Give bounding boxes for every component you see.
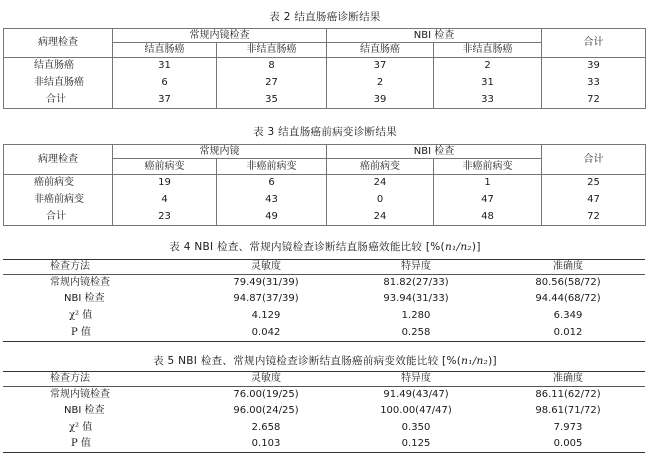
table5-precancerous-efficacy-comparison: [3, 371, 645, 453]
table-cell: 4.129: [251, 309, 281, 321]
table3-subheader: 非癌前病变: [434, 159, 542, 175]
table3-row-header: 病理检查: [4, 145, 113, 175]
table-cell: 47: [434, 192, 542, 209]
table-row: [4, 92, 646, 109]
table-cell: 33: [542, 75, 646, 92]
table-cell: 86.11(62/72): [535, 388, 601, 400]
table2-row-label: 结直肠癌: [4, 58, 113, 75]
table3-caption: 表 3 结直肠癌前病变诊断结果: [253, 126, 397, 138]
table-cell: 2: [327, 75, 434, 92]
table2-group-conventional: 常规内镜检查: [113, 29, 327, 43]
table-cell: 93.94(31/33): [383, 292, 449, 304]
table2-total-header: 合计: [542, 29, 646, 58]
table-cell: 1: [434, 175, 542, 192]
table4-cancer-efficacy-comparison: [3, 259, 645, 342]
table5-row-label: χ² 值: [69, 421, 93, 433]
table-cell: 80.56(58/72): [535, 276, 601, 288]
table-cell: 94.44(68/72): [535, 292, 601, 304]
table2-colorectal-cancer-diagnosis: [3, 28, 646, 109]
table2-group-nbi: NBI 检查: [327, 29, 542, 43]
table4-header-specificity: 特异度: [341, 260, 491, 275]
table4-caption-ratio: n₁/n₂: [444, 241, 472, 253]
table-row: [4, 75, 646, 92]
table2-subheader: 非结直肠癌: [217, 43, 327, 58]
table-row: [3, 387, 645, 403]
table-row: [3, 291, 645, 307]
table5-caption-end: )]: [488, 355, 497, 367]
table5-header-sensitivity: 灵敏度: [191, 372, 341, 387]
table4-row-label: NBI 检查: [64, 292, 105, 304]
table-cell: 6: [217, 175, 327, 192]
table-cell: 0.125: [401, 438, 431, 450]
table-cell: 31: [113, 58, 217, 75]
table3-subheader: 非癌前病变: [217, 159, 327, 175]
table-row: [3, 325, 645, 342]
table-cell: 33: [434, 92, 542, 109]
table4-row-label: P 值: [71, 326, 91, 338]
table-row: [3, 307, 645, 325]
table-cell: 0.258: [401, 326, 431, 338]
table5-row-label: 常规内镜检查: [50, 388, 110, 400]
table-cell: 1.280: [401, 309, 431, 321]
table3-subheader: 癌前病变: [327, 159, 434, 175]
table4-caption: [0, 242, 650, 253]
table5-header-method: 检查方法: [3, 372, 191, 387]
table-cell: 4: [113, 192, 217, 209]
table-cell: 39: [327, 92, 434, 109]
table2-subheader: 结直肠癌: [113, 43, 217, 58]
table-cell: 2: [434, 58, 542, 75]
table-row: [3, 419, 645, 437]
table-cell: 7.973: [553, 421, 583, 433]
table-cell: 8: [217, 58, 327, 75]
table-row: [4, 175, 646, 192]
table-row: [3, 275, 645, 291]
table-cell: 0.012: [553, 326, 583, 338]
table4-row-label: 常规内镜检查: [50, 276, 110, 288]
table-cell: 0.350: [401, 421, 431, 433]
table-cell: 0: [327, 192, 434, 209]
table-cell: 24: [327, 175, 434, 192]
table-cell: 37: [113, 92, 217, 109]
table-cell: 43: [217, 192, 327, 209]
table3-total-header: 合计: [542, 145, 646, 175]
table-cell: 100.00(47/47): [380, 404, 452, 416]
table-cell: 6: [113, 75, 217, 92]
table-cell: 48: [434, 209, 542, 226]
table-cell: 27: [217, 75, 327, 92]
table-cell: 94.87(37/39): [233, 292, 299, 304]
table4-caption-end: )]: [471, 241, 481, 253]
table2-caption: 表 2 结直肠癌诊断结果: [269, 11, 381, 23]
table4-header-method: 检查方法: [3, 260, 191, 275]
table3-row-label: 非癌前病变: [4, 192, 113, 209]
table4-header-accuracy: 准确度: [491, 260, 645, 275]
table-row: [4, 192, 646, 209]
table-cell: 24: [327, 209, 434, 226]
table2-subheader: 非结直肠癌: [434, 43, 542, 58]
table2-row-label: 非结直肠癌: [4, 75, 113, 92]
table5-row-label: P 值: [71, 438, 91, 450]
table-cell: 96.00(24/25): [233, 404, 299, 416]
table3-precancerous-lesion-diagnosis: [3, 144, 646, 226]
table-cell: 6.349: [553, 309, 583, 321]
table2-subheader: 结直肠癌: [327, 43, 434, 58]
table5-caption: [0, 356, 650, 367]
table-cell: 0.103: [251, 438, 281, 450]
table2-row-header: 病理检查: [4, 29, 113, 58]
table-cell: 19: [113, 175, 217, 192]
table-row: [3, 437, 645, 453]
table-cell: 31: [434, 75, 542, 92]
table3-subheader: 癌前病变: [113, 159, 217, 175]
table5-header-specificity: 特异度: [341, 372, 491, 387]
table-cell: 23: [113, 209, 217, 226]
table5-row-label: NBI 检查: [64, 404, 105, 416]
table-cell: 72: [542, 209, 646, 226]
table-cell: 79.49(31/39): [233, 276, 299, 288]
table-cell: 25: [542, 175, 646, 192]
table-cell: 49: [217, 209, 327, 226]
table2-row-label: 合计: [4, 92, 113, 109]
table3-group-conventional: 常规内镜: [113, 145, 327, 159]
table-row: [4, 58, 646, 75]
table4-header-sensitivity: 灵敏度: [191, 260, 341, 275]
table-cell: 76.00(19/25): [233, 388, 299, 400]
table-cell: 91.49(43/47): [383, 388, 449, 400]
table-row: [4, 209, 646, 226]
table-cell: 2.658: [251, 421, 281, 433]
table-cell: 0.042: [251, 326, 281, 338]
table3-row-label: 合计: [4, 209, 113, 226]
table5-caption-ratio: n₁/n₂: [461, 355, 489, 367]
table5-caption-text: 表 5 NBI 检查、常规内镜检查诊断结直肠癌前病变效能比较 [%(: [153, 355, 462, 367]
table-row: [3, 403, 645, 419]
table-cell: 0.005: [553, 438, 583, 450]
table4-caption-text: 表 4 NBI 检查、常规内镜检查诊断结直肠癌效能比较 [%(: [169, 241, 445, 253]
table5-header-accuracy: 准确度: [491, 372, 645, 387]
table4-row-label: χ² 值: [69, 309, 93, 321]
table3-row-label: 癌前病变: [4, 175, 113, 192]
table-cell: 72: [542, 92, 646, 109]
table-cell: 98.61(71/72): [535, 404, 601, 416]
table-cell: 39: [542, 58, 646, 75]
table-cell: 47: [542, 192, 646, 209]
table3-group-nbi: NBI 检查: [327, 145, 542, 159]
table-cell: 37: [327, 58, 434, 75]
table-cell: 35: [217, 92, 327, 109]
table-cell: 81.82(27/33): [383, 276, 449, 288]
